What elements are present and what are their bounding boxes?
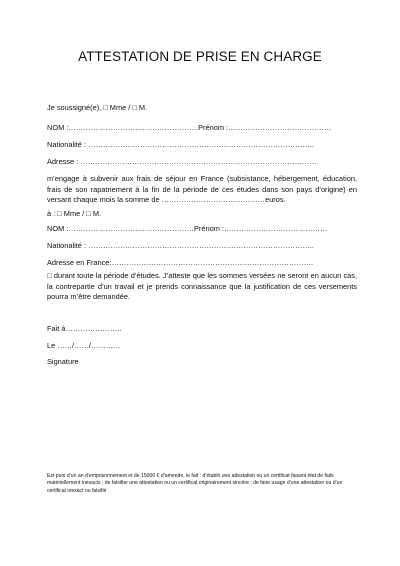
engagement-paragraph: m’engage à subvenir aux frais de séjour en France (subsistance, hébergement, éducation, frais de son rapatriement à la fin de la période de ces études dans son pays d’origine) en versant chaque mois la somme de ……………………………………euros. — [47, 174, 357, 205]
declarant-nom-prenom-line: NOM :……………………………………………..Prénom :…………………………………… — [47, 123, 332, 132]
beneficiaire-nationalite-line: Nationalité : ……………………………………………………………………………….. — [47, 241, 314, 250]
legal-footer: Est puni d’un an d’emprisonnement et de 15000 € d’amende, le fait : d’établir une attestation ou un certificat faisant état de faits matériellement inexacts ; de falsifier une attestation ou un certificat originairement sincère ; de faire usage d’une attestation ou d’un certificat inexact ou falsifié — [47, 473, 343, 494]
fait-a-line: Fait à………………….. — [47, 324, 122, 333]
signature-label: Signature — [47, 357, 79, 366]
declarant-adresse-line: Adresse : …………………………………………………………………………………… — [47, 157, 317, 166]
declarant-nationalite-line: Nationalité : ……………………………………………………………………………….. — [47, 140, 314, 149]
beneficiaire-title-line: à : □ Mme / □ M. — [47, 209, 102, 218]
date-line: Le ……/……/………… — [47, 341, 121, 350]
soussigne-line: Je soussigné(e), □ Mme / □ M. — [47, 103, 148, 112]
beneficiaire-nom-prenom-line: NOM :……………………………………………Prénom :…………………………………… — [47, 224, 328, 233]
attestation-paragraph: □ durant toute la période d’études. J’atteste que les sommes versées ne seront en aucun cas, la contrepartie d’un travail et je prends connaissance que la justification de ces versements pourra m’être demandée. — [47, 271, 357, 302]
page-title: ATTESTATION DE PRISE EN CHARGE — [78, 49, 322, 64]
beneficiaire-adresse-line: Adresse en France:………………………………………………………………………. — [47, 258, 314, 267]
